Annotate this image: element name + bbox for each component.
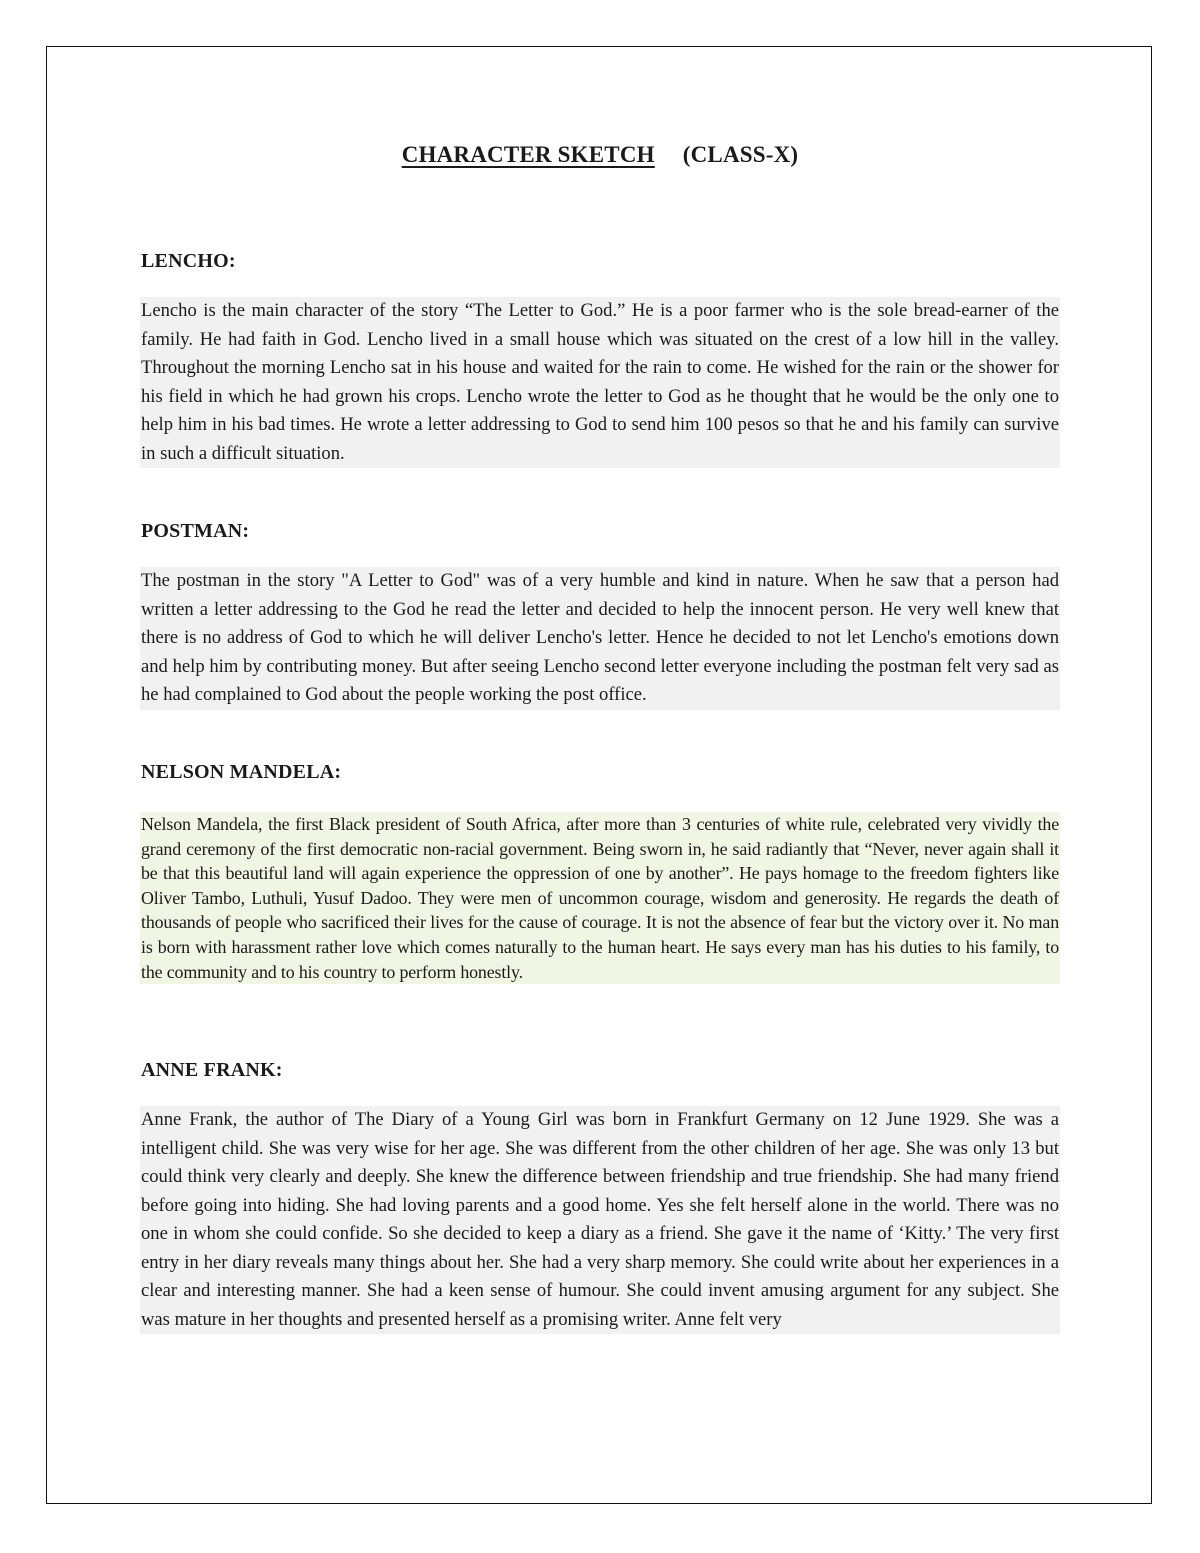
page-title (0, 142, 1200, 168)
document-title: CHARACTER SKETCH (401, 142, 655, 167)
section-heading-lencho: LENCHO: (141, 250, 236, 272)
section-body-anne-frank: Anne Frank, the author of The Diary of a Young Girl was born in Frankfurt Germany on 12 June 1929. She was a intelligent child. She was very wise for her age. She was different from the other children of her age. She was only 13 but could think very clearly and deeply. She knew the difference between friendship and true friendship. She had many friend before going into hiding. She had loving parents and a good home. Yes she felt herself alone in the world. There was no one in whom she could confide. So she decided to keep a diary as a friend. She gave it the name of ‘Kitty.’ The very first entry in her diary reveals many things about her. She had a very sharp memory. She could write about her experiences in a clear and interesting manner. She had a keen sense of humour. She could invent amusing argument for any subject. She was mature in her thoughts and presented herself as a promising writer. Anne felt very (140, 1106, 1060, 1334)
section-body-lencho: Lencho is the main character of the story “The Letter to God.” He is a poor farmer who is the sole bread-earner of the family. He had faith in God. Lencho lived in a small house which was situated on the crest of a low hill in the valley. Throughout the morning Lencho sat in his house and waited for the rain to come. He wished for the rain or the shower for his field in which he had grown his crops. Lencho wrote the letter to God as he thought that he would be the only one to help him in his bad times. He wrote a letter addressing to God to send him 100 pesos so that he and his family can survive in such a difficult situation. (140, 297, 1060, 468)
document-subtitle: (CLASS-X) (682, 142, 799, 167)
section-body-postman: The postman in the story "A Letter to God" was of a very humble and kind in nature. When he saw that a person had written a letter addressing to the God he read the letter and decided to help the innocent person. He very well knew that there is no address of God to which he will deliver Lencho's letter. Hence he decided to not let Lencho's emotions down and help him by contributing money. But after seeing Lencho second letter everyone including the postman felt very sad as he had complained to God about the people working the post office. (140, 567, 1060, 710)
section-heading-anne-frank: ANNE FRANK: (141, 1059, 283, 1081)
section-heading-postman: POSTMAN: (141, 520, 250, 542)
section-body-nelson-mandela: Nelson Mandela, the first Black president of South Africa, after more than 3 centuries of white rule, celebrated very vividly the grand ceremony of the first democratic non-racial government. Being sworn in, he said radiantly that “Never, never again shall it be that this beautiful land will again experience the oppression of one by another”. He pays homage to the freedom fighters like Oliver Tambo, Luthuli, Yusuf Dadoo. They were men of uncommon courage, wisdom and generosity. He regards the death of thousands of people who sacrificed their lives for the cause of courage. It is not the absence of fear but the victory over it. No man is born with harassment rather love which comes naturally to the human heart. He says every man has his duties to his family, to the community and to his country to perform honestly. (140, 812, 1060, 984)
section-heading-nelson-mandela: NELSON MANDELA: (141, 761, 342, 783)
